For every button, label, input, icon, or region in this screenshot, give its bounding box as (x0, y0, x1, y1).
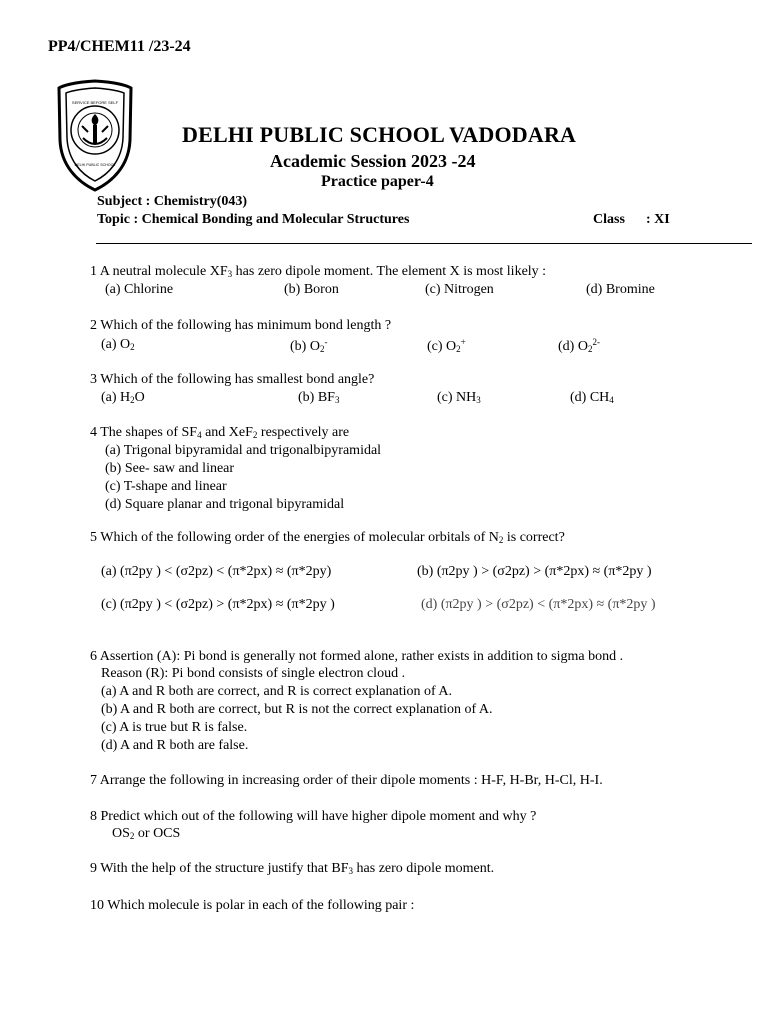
q4-option-b: (b) See- saw and linear (105, 461, 235, 476)
class-value: : XI (646, 212, 670, 227)
subject-line: Subject : Chemistry(043) (97, 194, 248, 209)
paper-title: Practice paper-4 (321, 173, 434, 190)
q5-option-b: (b) (π2py ) > (σ2pz) > (π*2px) ≈ (π*2py ) (417, 564, 652, 579)
question-10: 10 Which molecule is polar in each of the following pair : (90, 898, 415, 913)
q3-option-c: (c) $NH_3$ (437, 390, 481, 405)
q6-option-d: (d) A and R both are false. (101, 738, 249, 753)
q1-option-a: (a) Chlorine (105, 282, 174, 297)
q5-option-d: (d) (π2py ) > (σ2pz) < (π*2px) ≈ (π*2py ) (421, 597, 656, 612)
q1-option-b: (b) Boron (284, 282, 339, 297)
q4-option-d: (d) Square planar and trigonal bipyramidal (105, 497, 345, 512)
q8-options: $OS_2$ or OCS (112, 826, 181, 841)
question-9: 9 With the help of the structure justify that $BF_3$ has zero dipole moment. (90, 861, 495, 876)
q3-option-b: (b) $BF_3$ (298, 390, 340, 405)
q3-option-d: (d) $CH_4$ (570, 390, 614, 405)
logo-top-text: SERVICE BEFORE SELF (71, 100, 119, 105)
q2-option-a: (a) $O_2$ (101, 337, 135, 352)
q1-option-d: (d) Bromine (586, 282, 655, 297)
header-divider (96, 243, 752, 244)
q5-option-c: (c) (π2py ) < (σ2pz) > (π*2px) ≈ (π*2py ) (101, 597, 335, 612)
question-5: 5 Which of the following order of the energies of molecular orbitals of $N_2$ is correct? (90, 530, 565, 545)
question-7: 7 Arrange the following in increasing order of their dipole moments : H-F, H-Br, H-Cl, H-I. (90, 773, 603, 788)
academic-session: Academic Session 2023 -24 (270, 151, 476, 171)
q4-option-a: (a) Trigonal bipyramidal and trigonalbipyramidal (105, 443, 382, 458)
q5-option-a: (a) (π2py ) < (σ2pz) < (π*2px) ≈ (π*2py) (101, 564, 332, 579)
q1-option-c: (c) Nitrogen (425, 282, 494, 297)
logo-bottom-text: DELHI PUBLIC SCHOOL (74, 163, 116, 167)
question-4: 4 The shapes of $SF_4$ and XeF$_2$ respectively are (90, 425, 350, 440)
paper-code: PP4/CHEM11 /23-24 (48, 38, 191, 55)
school-name: DELHI PUBLIC SCHOOL VADODARA (182, 122, 577, 147)
class-label: Class (593, 212, 625, 227)
topic-line: Topic : Chemical Bonding and Molecular Structures (97, 212, 410, 227)
question-2: 2 Which of the following has minimum bond length ? (90, 318, 392, 333)
q6-option-c: (c) A is true but R is false. (101, 720, 248, 735)
question-6-reason: Reason (R): Pi bond consists of single electron cloud . (101, 666, 406, 681)
q6-option-b: (b) A and R both are correct, but R is not the correct explanation of A. (101, 702, 493, 717)
question-8: 8 Predict which out of the following will have higher dipole moment and why ? (90, 809, 537, 824)
q2-option-c: (c) $O_2^+$ (427, 337, 466, 354)
question-1: 1 A neutral molecule $XF_3$ has zero dipole moment. The element X is most likely : (90, 264, 547, 279)
school-logo-icon (54, 78, 136, 194)
q3-option-a: (a) $H_2O$ (101, 390, 145, 405)
q2-option-b: (b) $O_2^-$ (290, 337, 328, 354)
q4-option-c: (c) T-shape and linear (105, 479, 227, 494)
q2-option-d: (d) $O_2^{2-}$ (558, 337, 600, 354)
question-3: 3 Which of the following has smallest bond angle? (90, 372, 375, 387)
question-6-assertion: 6 Assertion (A): Pi bond is generally not formed alone, rather exists in addition to sigma bond . (90, 649, 624, 664)
q6-option-a: (a) A and R both are correct, and R is correct explanation of A. (101, 684, 453, 699)
